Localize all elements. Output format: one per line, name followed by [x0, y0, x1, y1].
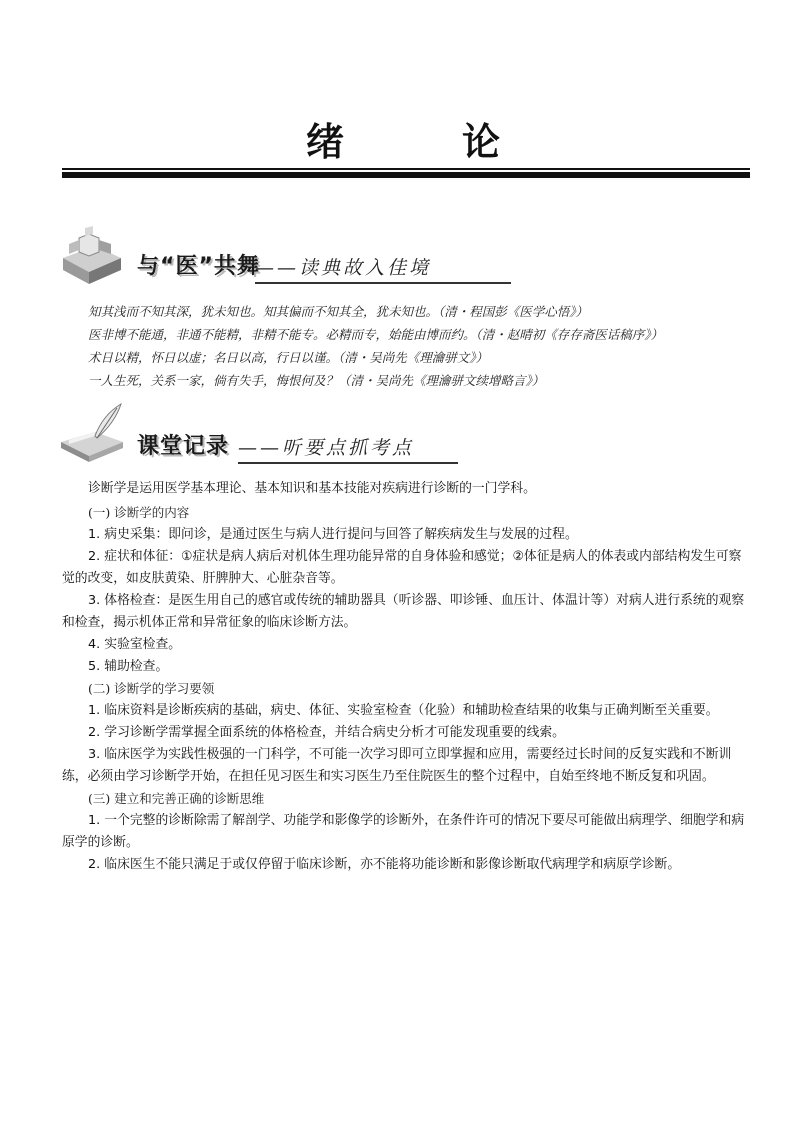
section-rule: [238, 462, 458, 464]
section-subtitle: ——读典故入佳境: [255, 257, 432, 279]
list-item: 1. 病史采集：即问诊，是通过医生与病人进行提问与回答了解疾病发生与发展的过程。: [88, 527, 578, 542]
subsection-heading: (三) 建立和完善正确的诊断思维: [88, 791, 265, 806]
section-header-classics: [55, 218, 515, 288]
quote-item: 知其浅而不知其深，犹未知也。知其偏而不知其全，犹未知也。（清・程国彭《医学心悟》）: [88, 304, 589, 319]
section-subtitle: ——听要点抓考点: [238, 437, 415, 459]
title-rule-thin: [62, 168, 750, 170]
cross-block-icon: [55, 218, 127, 288]
quote-item: 一人生死，关系一家，倘有失手，悔恨何及？（清・吴尚先《理瀹骈文续增略言》）: [88, 373, 545, 388]
quote-item: 医非博不能通，非通不能精，非精不能专。必精而专，始能由博而约。（清・赵晴初《存存斋医话稿序》）: [88, 327, 664, 342]
notes-body: [62, 478, 754, 876]
quote-item: 术日以精，怀日以虚；名日以高，行日以谨。（清・吴尚先《理瀹骈文》）: [88, 350, 489, 365]
section-rule: [255, 282, 511, 284]
book-quill-icon: [55, 398, 127, 468]
section-title: 课堂记录: [137, 434, 230, 459]
quotes-list: [88, 300, 768, 392]
list-item: 5. 辅助检查。: [88, 659, 169, 674]
subsection-heading: (一) 诊断学的内容: [88, 505, 190, 520]
list-item: 2. 症状和体征：①症状是病人病后对机体生理功能异常的自身体验和感觉；②体征是病人的体表或内部结构发生可察觉的改变，如皮肤黄染、肝脾肿大、心脏杂音等。: [62, 549, 742, 586]
page-title: 绪论: [305, 120, 618, 164]
list-item: 1. 临床资料是诊断疾病的基础，病史、体征、实验室检查（化验）和辅助检查结果的收集与正确判断至关重要。: [88, 703, 719, 718]
list-item: 3. 体格检查：是医生用自己的感官或传统的辅助器具（听诊器、叩诊锤、血压计、体温计等）对病人进行系统的观察和检查，揭示机体正常和异常征象的临床诊断方法。: [62, 593, 745, 630]
subsection-heading: (二) 诊断学的学习要领: [88, 681, 215, 696]
list-item: 2. 临床医生不能只满足于或仅停留于临床诊断，亦不能将功能诊断和影像诊断取代病理学和病原学诊断。: [88, 857, 681, 872]
list-item: 4. 实验室检查。: [88, 637, 182, 652]
intro-paragraph: 诊断学是运用医学基本理论、基本知识和基本技能对疾病进行诊断的一门学科。: [88, 481, 536, 496]
list-item: 3. 临床医学为实践性极强的一门科学，不可能一次学习即可立即掌握和应用，需要经过长时间的反复实践和不断训练，必须由学习诊断学开始，在担任见习医生和实习医生乃至住院医生的整个过程中，自始至终地不断反复和巩固。: [62, 747, 732, 784]
section-header-notes: [55, 398, 515, 468]
list-item: 2. 学习诊断学需掌握全面系统的体格检查，并结合病史分析才可能发现重要的线索。: [88, 725, 565, 740]
section-title: 与“医”共舞: [137, 254, 260, 279]
list-item: 1. 一个完整的诊断除需了解剖学、功能学和影像学的诊断外，在条件许可的情况下要尽可能做出病理学、细胞学和病原学的诊断。: [62, 813, 745, 850]
title-rule-thick: [62, 172, 750, 178]
